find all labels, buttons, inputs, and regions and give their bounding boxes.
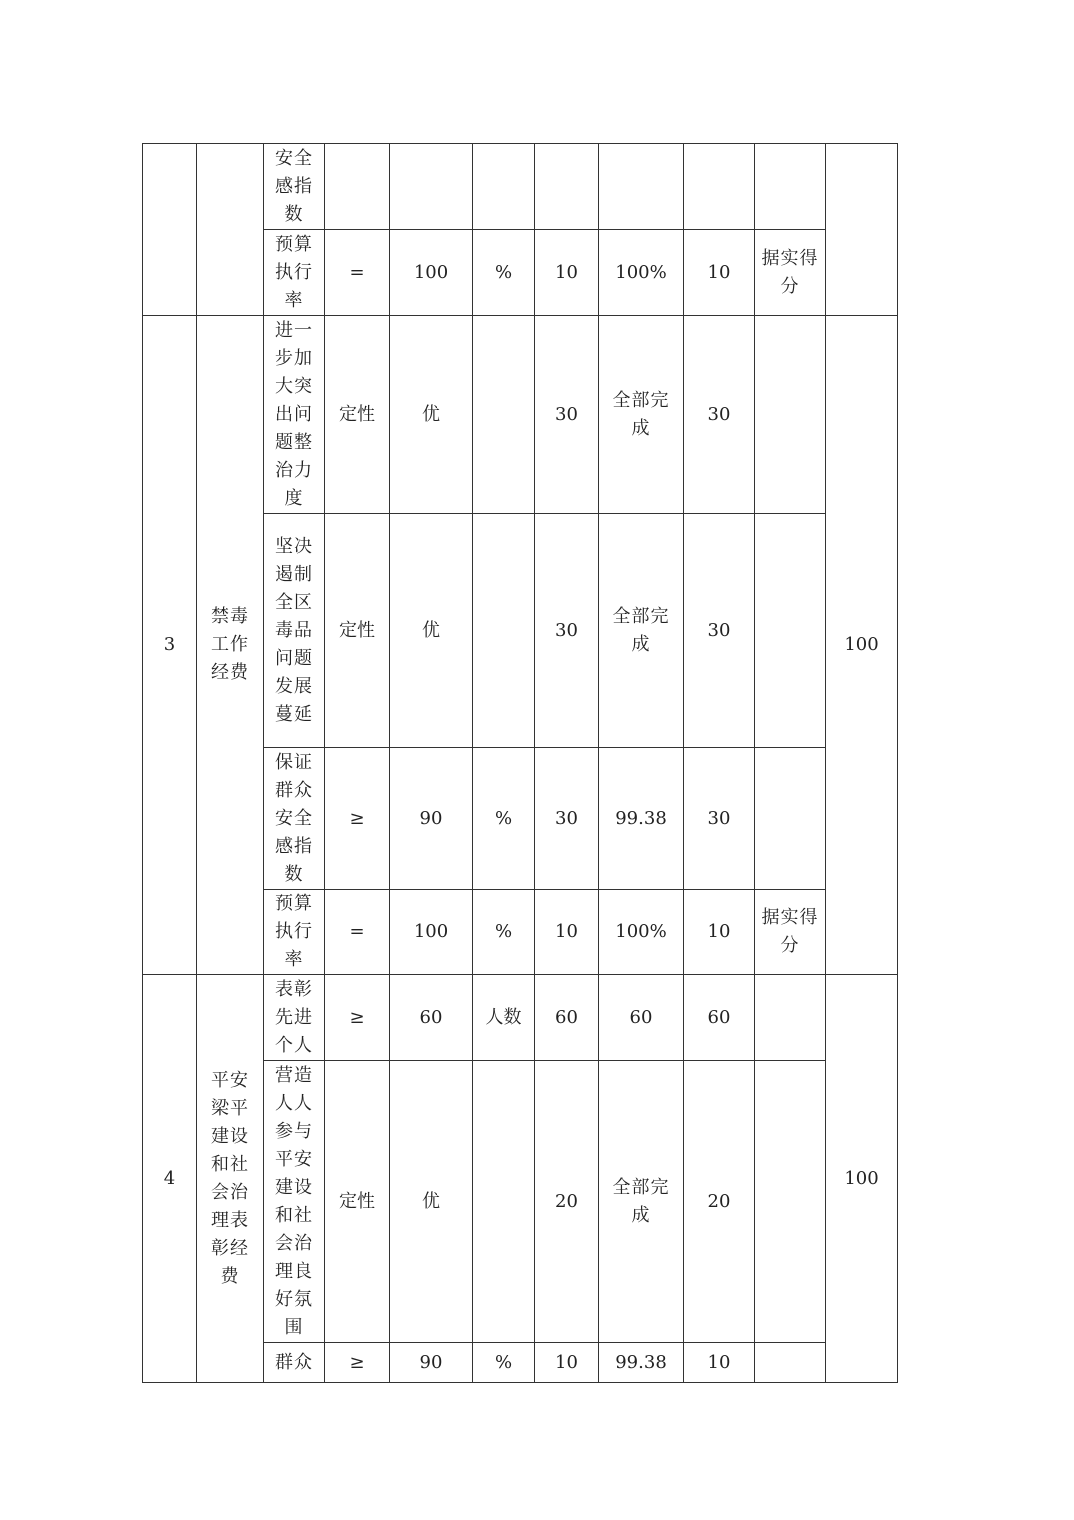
seq-cell <box>143 144 197 316</box>
weight-cell <box>535 144 599 230</box>
op-cell: 定性 <box>325 514 390 748</box>
table-row <box>143 144 898 230</box>
note-cell: 据实得分 <box>755 230 826 316</box>
weight-cell: 60 <box>535 975 599 1061</box>
note-cell <box>755 316 826 514</box>
note-cell <box>755 1343 826 1383</box>
indicator-cell: 保证群众安全感指数 <box>264 748 325 890</box>
weight-cell: 30 <box>535 748 599 890</box>
target-cell: 60 <box>390 975 473 1061</box>
weight-cell: 30 <box>535 316 599 514</box>
note-cell <box>755 144 826 230</box>
indicator-cell: 坚决遏制全区毒品问题发展蔓延 <box>264 514 325 748</box>
weight-cell: 10 <box>535 1343 599 1383</box>
total-cell: 100 <box>826 975 898 1383</box>
score-cell: 30 <box>684 514 755 748</box>
target-cell <box>390 144 473 230</box>
table-row <box>143 975 898 1061</box>
seq-cell: 4 <box>143 975 197 1383</box>
score-cell: 30 <box>684 748 755 890</box>
actual-cell <box>599 144 684 230</box>
actual-cell: 100% <box>599 230 684 316</box>
actual-cell: 60 <box>599 975 684 1061</box>
note-cell <box>755 1061 826 1343</box>
weight-cell: 30 <box>535 514 599 748</box>
note-cell <box>755 975 826 1061</box>
score-cell: 30 <box>684 316 755 514</box>
op-cell <box>325 144 390 230</box>
op-cell: = <box>325 890 390 975</box>
target-cell: 优 <box>390 1061 473 1343</box>
indicator-cell: 表彰先进个人 <box>264 975 325 1061</box>
indicator-cell: 预算执行率 <box>264 890 325 975</box>
unit-cell <box>473 1061 535 1343</box>
target-cell: 90 <box>390 748 473 890</box>
target-cell: 100 <box>390 890 473 975</box>
score-cell: 10 <box>684 1343 755 1383</box>
op-cell: = <box>325 230 390 316</box>
indicator-cell: 进一步加大突出问题整治力度 <box>264 316 325 514</box>
target-cell: 优 <box>390 514 473 748</box>
project-cell: 平安梁平建设和社会治理表彰经费 <box>197 975 264 1383</box>
indicator-cell: 安全感指数 <box>264 144 325 230</box>
note-cell <box>755 748 826 890</box>
indicator-cell: 预算执行率 <box>264 230 325 316</box>
op-cell: 定性 <box>325 1061 390 1343</box>
total-cell <box>826 144 898 316</box>
score-cell: 10 <box>684 230 755 316</box>
weight-cell: 20 <box>535 1061 599 1343</box>
unit-cell: % <box>473 890 535 975</box>
unit-cell: 人数 <box>473 975 535 1061</box>
project-cell <box>197 144 264 316</box>
actual-cell: 全部完成 <box>599 514 684 748</box>
op-cell: 定性 <box>325 316 390 514</box>
actual-cell: 99.38 <box>599 748 684 890</box>
weight-cell: 10 <box>535 230 599 316</box>
unit-cell: % <box>473 1343 535 1383</box>
unit-cell <box>473 144 535 230</box>
score-cell: 60 <box>684 975 755 1061</box>
op-cell: ≥ <box>325 975 390 1061</box>
indicator-cell: 营造人人参与平安建设和社会治理良好氛围 <box>264 1061 325 1343</box>
total-cell: 100 <box>826 316 898 975</box>
note-cell <box>755 514 826 748</box>
target-cell: 90 <box>390 1343 473 1383</box>
actual-cell: 全部完成 <box>599 1061 684 1343</box>
actual-cell: 100% <box>599 890 684 975</box>
actual-cell: 全部完成 <box>599 316 684 514</box>
unit-cell <box>473 514 535 748</box>
score-cell <box>684 144 755 230</box>
unit-cell: % <box>473 230 535 316</box>
unit-cell: % <box>473 748 535 890</box>
op-cell: ≥ <box>325 748 390 890</box>
note-cell: 据实得分 <box>755 890 826 975</box>
seq-cell: 3 <box>143 316 197 975</box>
table-row <box>143 316 898 514</box>
performance-table <box>142 143 898 1383</box>
target-cell: 优 <box>390 316 473 514</box>
score-cell: 10 <box>684 890 755 975</box>
unit-cell <box>473 316 535 514</box>
actual-cell: 99.38 <box>599 1343 684 1383</box>
op-cell: ≥ <box>325 1343 390 1383</box>
project-cell: 禁毒工作经费 <box>197 316 264 975</box>
score-cell: 20 <box>684 1061 755 1343</box>
target-cell: 100 <box>390 230 473 316</box>
indicator-cell: 群众 <box>264 1343 325 1383</box>
weight-cell: 10 <box>535 890 599 975</box>
